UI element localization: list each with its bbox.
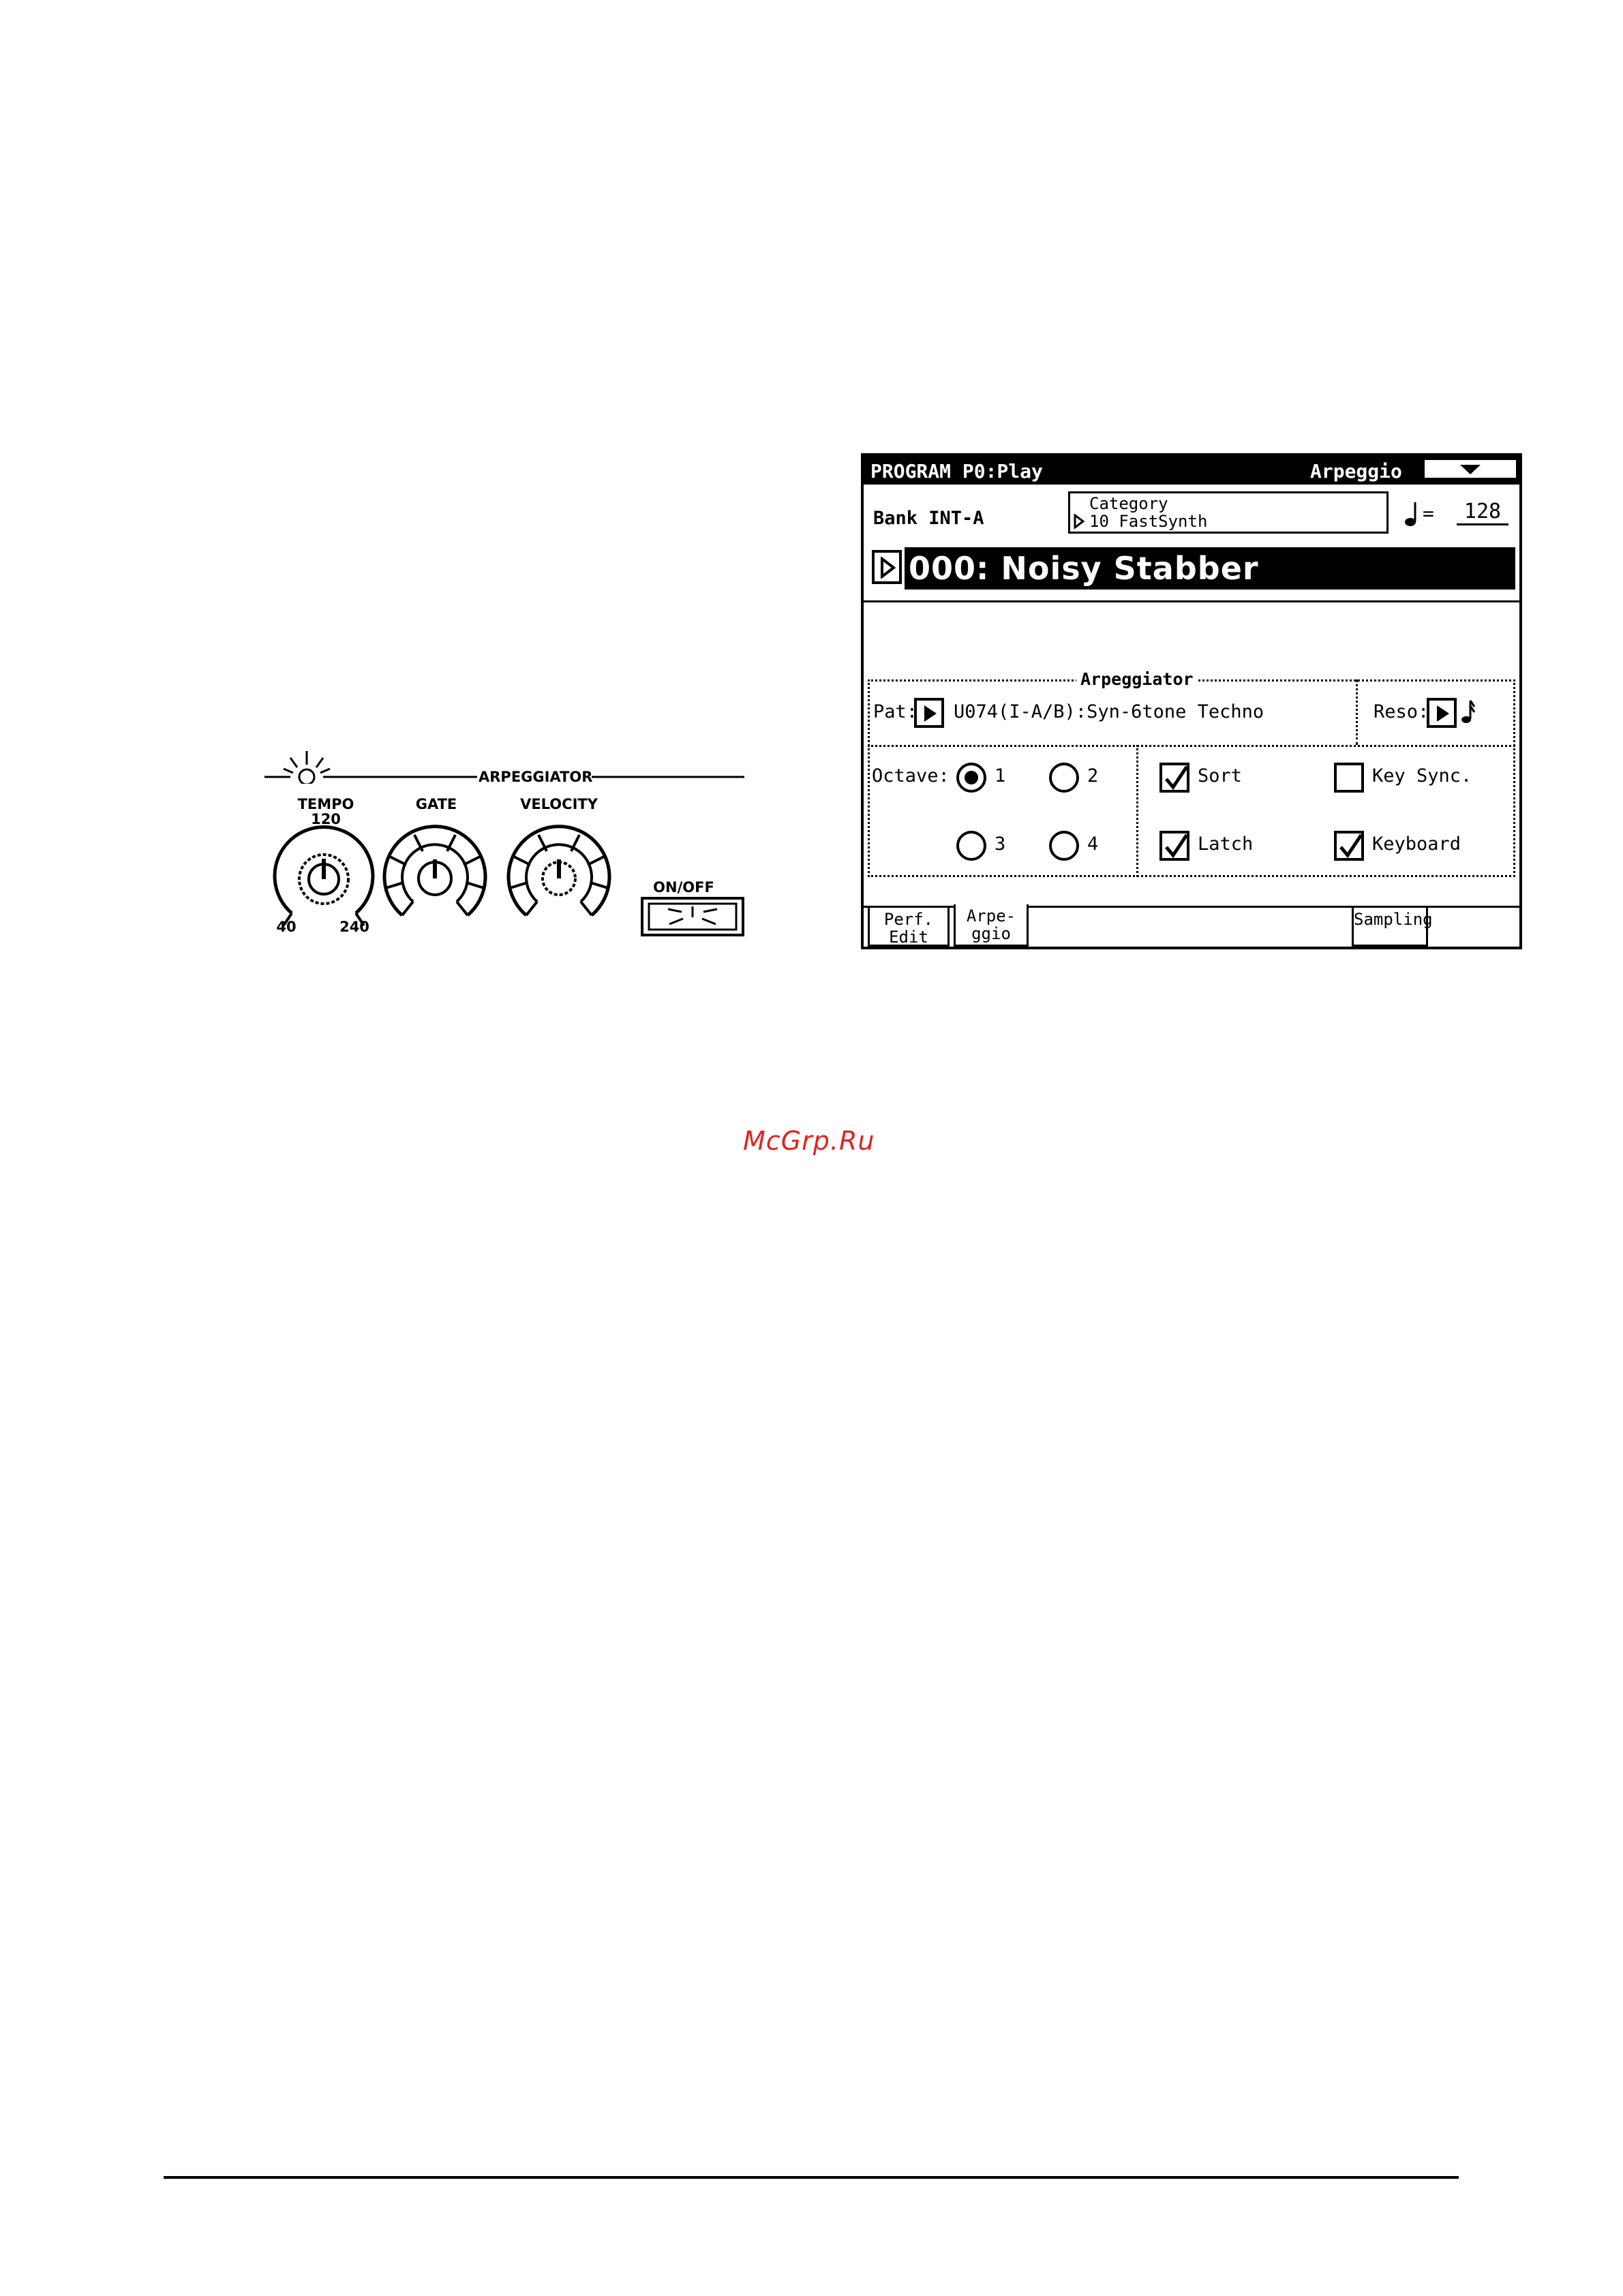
reso-label: Reso: — [1374, 701, 1429, 722]
tab-arpeggio-line2: ggio — [971, 924, 1011, 943]
sixteenth-note-icon — [1461, 699, 1476, 726]
arpeggiator-divider-h — [868, 745, 1515, 747]
tab-sampling-line1: Sampling — [1354, 910, 1433, 929]
pat-value: U074(I-A/B):Syn-6tone Techno — [954, 701, 1264, 722]
page-menu-button[interactable] — [1423, 458, 1518, 480]
triangle-right-icon — [1436, 705, 1451, 722]
octave-radio-3[interactable] — [956, 831, 986, 861]
tempo-max-label: 240 — [339, 919, 369, 935]
checkmark-icon — [1164, 765, 1188, 791]
octave-option-4: 4 — [1087, 833, 1099, 855]
octave-radio-4[interactable] — [1049, 831, 1079, 861]
separator-line — [864, 600, 1519, 602]
latch-label: Latch — [1198, 833, 1254, 855]
octave-radio-2[interactable] — [1049, 763, 1079, 793]
tab-sampling[interactable] — [1352, 906, 1433, 947]
on-off-switch[interactable] — [641, 897, 744, 938]
pat-label: Pat: — [873, 701, 918, 722]
key-sync-label: Key Sync. — [1372, 765, 1472, 786]
octave-radio-1[interactable] — [956, 763, 986, 793]
velocity-label: VELOCITY — [520, 796, 598, 812]
tempo-label: TEMPO — [297, 796, 354, 812]
keyboard-label: Keyboard — [1372, 833, 1461, 855]
reso-divider-v — [1356, 679, 1358, 745]
key-sync-checkbox[interactable] — [1334, 763, 1364, 793]
tempo-center-value: 120 — [311, 811, 341, 827]
checkmark-icon — [1338, 833, 1363, 859]
page-name: Arpeggio — [1310, 460, 1402, 483]
triangle-right-icon — [880, 557, 896, 579]
velocity-knob[interactable] — [498, 821, 620, 923]
pat-select-button[interactable] — [914, 698, 944, 728]
program-name: 000: Noisy Stabber — [909, 550, 1259, 587]
quarter-note-icon — [1404, 501, 1421, 528]
octave-option-3: 3 — [995, 833, 1006, 855]
watermark: McGrp.Ru — [743, 1126, 875, 1156]
tab-perf-edit-line2: Edit — [889, 928, 928, 947]
arpeggiator-group-label: Arpeggiator — [1076, 669, 1198, 689]
tab-perf-edit[interactable] — [868, 906, 950, 947]
lcd-title-bar — [864, 456, 1519, 485]
bank-label: Bank INT-A — [873, 508, 984, 529]
triangle-down-icon — [1460, 465, 1481, 476]
octave-label: Octave: — [872, 765, 950, 786]
arpeggiator-panel — [259, 743, 750, 947]
triangle-right-icon — [923, 705, 938, 722]
category-value: 10 FastSynth — [1089, 512, 1208, 531]
tempo-min-label: 40 — [276, 919, 297, 935]
tab-arpeggio-line1: Arpe- — [966, 906, 1016, 925]
latch-checkbox[interactable] — [1159, 831, 1189, 861]
arpeggiator-section-title: ARPEGGIATOR — [479, 769, 593, 785]
tempo-value[interactable]: 128 — [1457, 500, 1508, 525]
gate-knob[interactable] — [374, 821, 496, 923]
sort-label: Sort — [1198, 765, 1243, 786]
triangle-right-icon — [1074, 514, 1084, 529]
tab-perf-edit-line1: Perf. — [883, 910, 934, 929]
category-label: Category — [1089, 494, 1168, 513]
keyboard-checkbox[interactable] — [1334, 831, 1364, 861]
program-select-button[interactable] — [872, 550, 902, 584]
tempo-knob[interactable] — [259, 825, 389, 927]
footer-rule — [164, 2176, 1459, 2179]
tempo-equals: = — [1423, 502, 1434, 525]
octave-option-2: 2 — [1087, 765, 1099, 786]
lcd-screen — [861, 453, 1522, 949]
radio-selected-dot — [965, 771, 978, 784]
options-divider-v — [1136, 745, 1138, 877]
tab-arpeggio[interactable] — [954, 904, 1029, 947]
checkmark-icon — [1164, 833, 1188, 859]
octave-option-1: 1 — [995, 765, 1006, 786]
gate-label: GATE — [415, 796, 457, 812]
lcd-title: PROGRAM P0:Play — [870, 460, 1043, 483]
on-off-label: ON/OFF — [653, 879, 714, 896]
reso-select-button[interactable] — [1427, 698, 1457, 728]
category-box[interactable] — [1068, 491, 1389, 534]
program-name-bar — [905, 547, 1515, 590]
sort-checkbox[interactable] — [1159, 763, 1189, 793]
